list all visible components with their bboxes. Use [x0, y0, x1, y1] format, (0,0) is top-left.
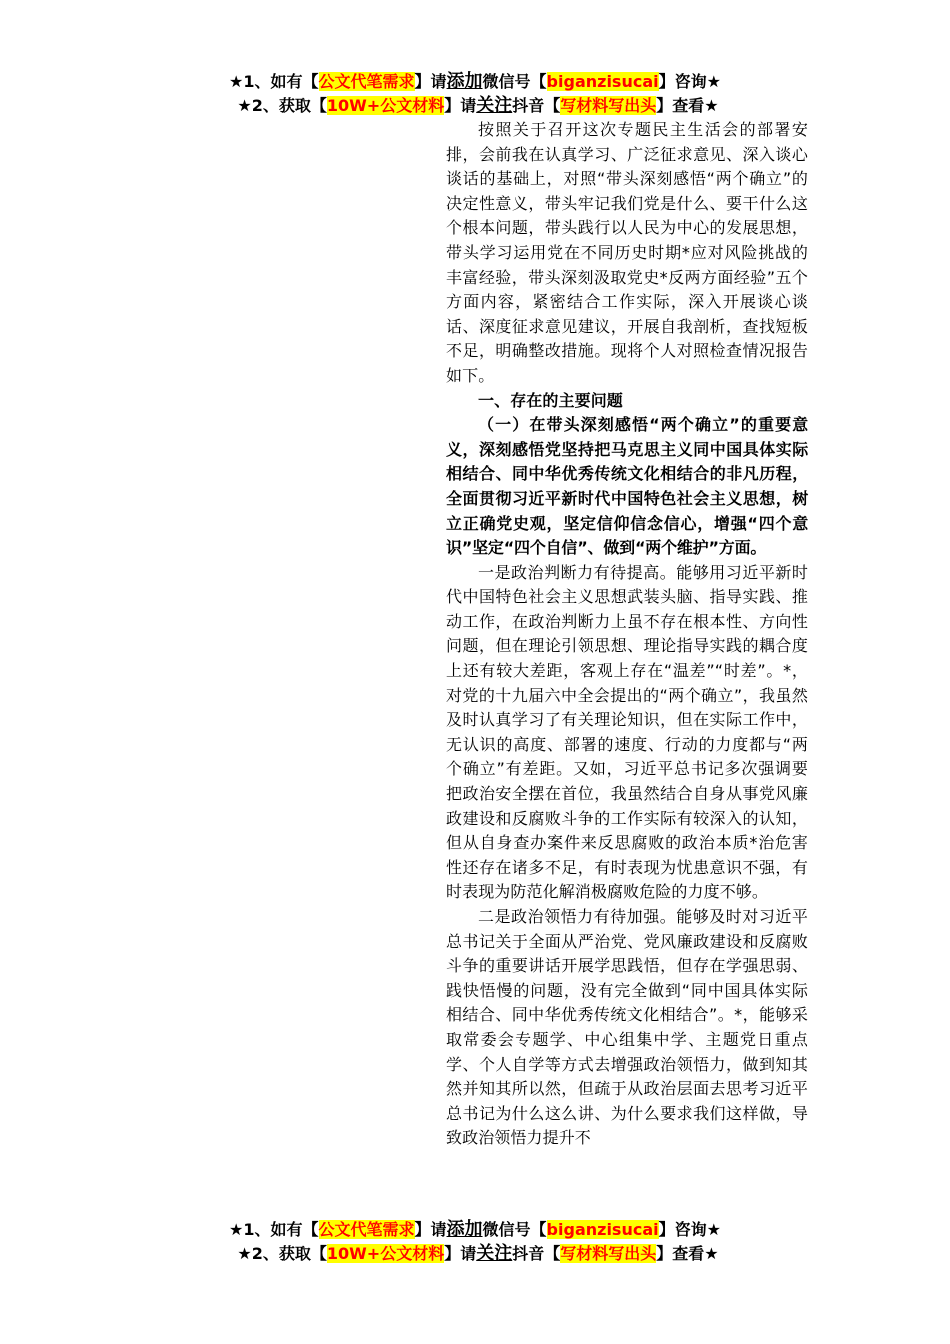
section-heading: 一、存在的主要问题: [478, 390, 623, 410]
banner-highlight-douyin-id: 写材料写出头: [560, 1244, 657, 1263]
banner-line-1: ★1、如有【公文代笔需求】请添加微信号【biganzisucai】咨询★: [229, 1219, 721, 1240]
banner-emphasis-follow: 关注: [476, 95, 513, 116]
subsection-heading: （一）在带头深刻感悟“两个确立”的重要意义，深刻感悟党坚持把马克思主义同中国具体实际相结合、同中华优秀传统文化相结合的非凡历程，全面贯彻习近平新时代中国特色社会主义思想，树立正确党史观，坚定信仰信念信心，增强“四个意识”坚定“四个自信”、做到“两个维护”方面。: [446, 415, 808, 558]
body-paragraph-1: 一是政治判断力有待提高。能够用习近平新时代中国特色社会主义思想武装头脑、指导实践、推动工作，在政治判断力上虽不存在根本性、方向性问题，但在理论引领思想、理论指导实践的耦合度上还有较大差距，客观上存在“温差”“时差”。*，对党的十九届六中全会提出的“两个确立”，我虽然及时认真学习了有关理论知识，但在实际工作中，无认识的高度、部署的速度、行动的力度都与“两个确立”有差距。又如，习近平总书记多次强调要把政治安全摆在首位，我虽然结合自身从事党风廉政建设和反腐败斗争的工作实际有较深入的认知，但从自身查办案件来反思腐败的政治本质*治危害性还存在诸多不足，有时表现为忧患意识不强，有时表现为防范化解消极腐败危险的力度不够。: [446, 562, 808, 902]
banner-emphasis-follow: 关注: [476, 1243, 513, 1264]
top-banner: [0, 70, 950, 118]
banner-line-2: ★2、获取【10W+公文材料】请关注抖音【写材料写出头】查看★: [237, 1243, 719, 1264]
intro-paragraph: 按照关于召开这次专题民主生活会的部署安排，会前我在认真学习、广泛征求意见、深入谈心谈话的基础上，对照“带头深刻感悟“两个确立”的决定性意义，带头牢记我们党是什么、要干什么这个根本问题，带头践行以人民为中心的发展思想，带头学习运用党在不同历史时期*应对风险挑战的丰富经验，带头深刻汲取党史*反两方面经验”五个方面内容，紧密结合工作实际，深入开展谈心谈话、深度征求意见建议，开展自我剖析，查找短板不足，明确整改措施。现将个人对照检查情况报告如下。: [446, 120, 808, 385]
banner-highlight-douyin-id: 写材料写出头: [560, 96, 657, 115]
banner-highlight-materials: 10W+公文材料: [326, 96, 445, 115]
body-paragraph-2: 二是政治领悟力有待加强。能够及时对习近平总书记关于全面从严治党、党风廉政建设和反腐败斗争的重要讲话开展学思践悟，但存在学强思弱、践快悟慢的问题，没有完全做到“同中国具体实际相结合、同中华优秀传统文化相结合”。*，能够采取常委会专题学、中心组集中学、主题党日重点学、个人自学等方式去增强政治领悟力，做到知其然并知其所以然，但疏于从政治层面去思考习近平总书记为什么这么讲、为什么要求我们这样做，导致政治领悟力提升不: [446, 907, 808, 1148]
document-body: [446, 118, 808, 1151]
banner-emphasis-add: 添加: [446, 71, 483, 92]
banner-line-1: ★1、如有【公文代笔需求】请添加微信号【biganzisucai】咨询★: [229, 71, 721, 92]
banner-highlight-materials: 10W+公文材料: [326, 1244, 445, 1263]
banner-line-2: ★2、获取【10W+公文材料】请关注抖音【写材料写出头】查看★: [237, 95, 719, 116]
banner-highlight-service: 公文代笔需求: [318, 1220, 415, 1239]
banner-highlight-wechat-id: biganzisucai: [546, 72, 659, 91]
banner-highlight-service: 公文代笔需求: [318, 72, 415, 91]
banner-emphasis-add: 添加: [446, 1219, 483, 1240]
bottom-banner: [0, 1218, 950, 1266]
banner-highlight-wechat-id: biganzisucai: [546, 1220, 659, 1239]
